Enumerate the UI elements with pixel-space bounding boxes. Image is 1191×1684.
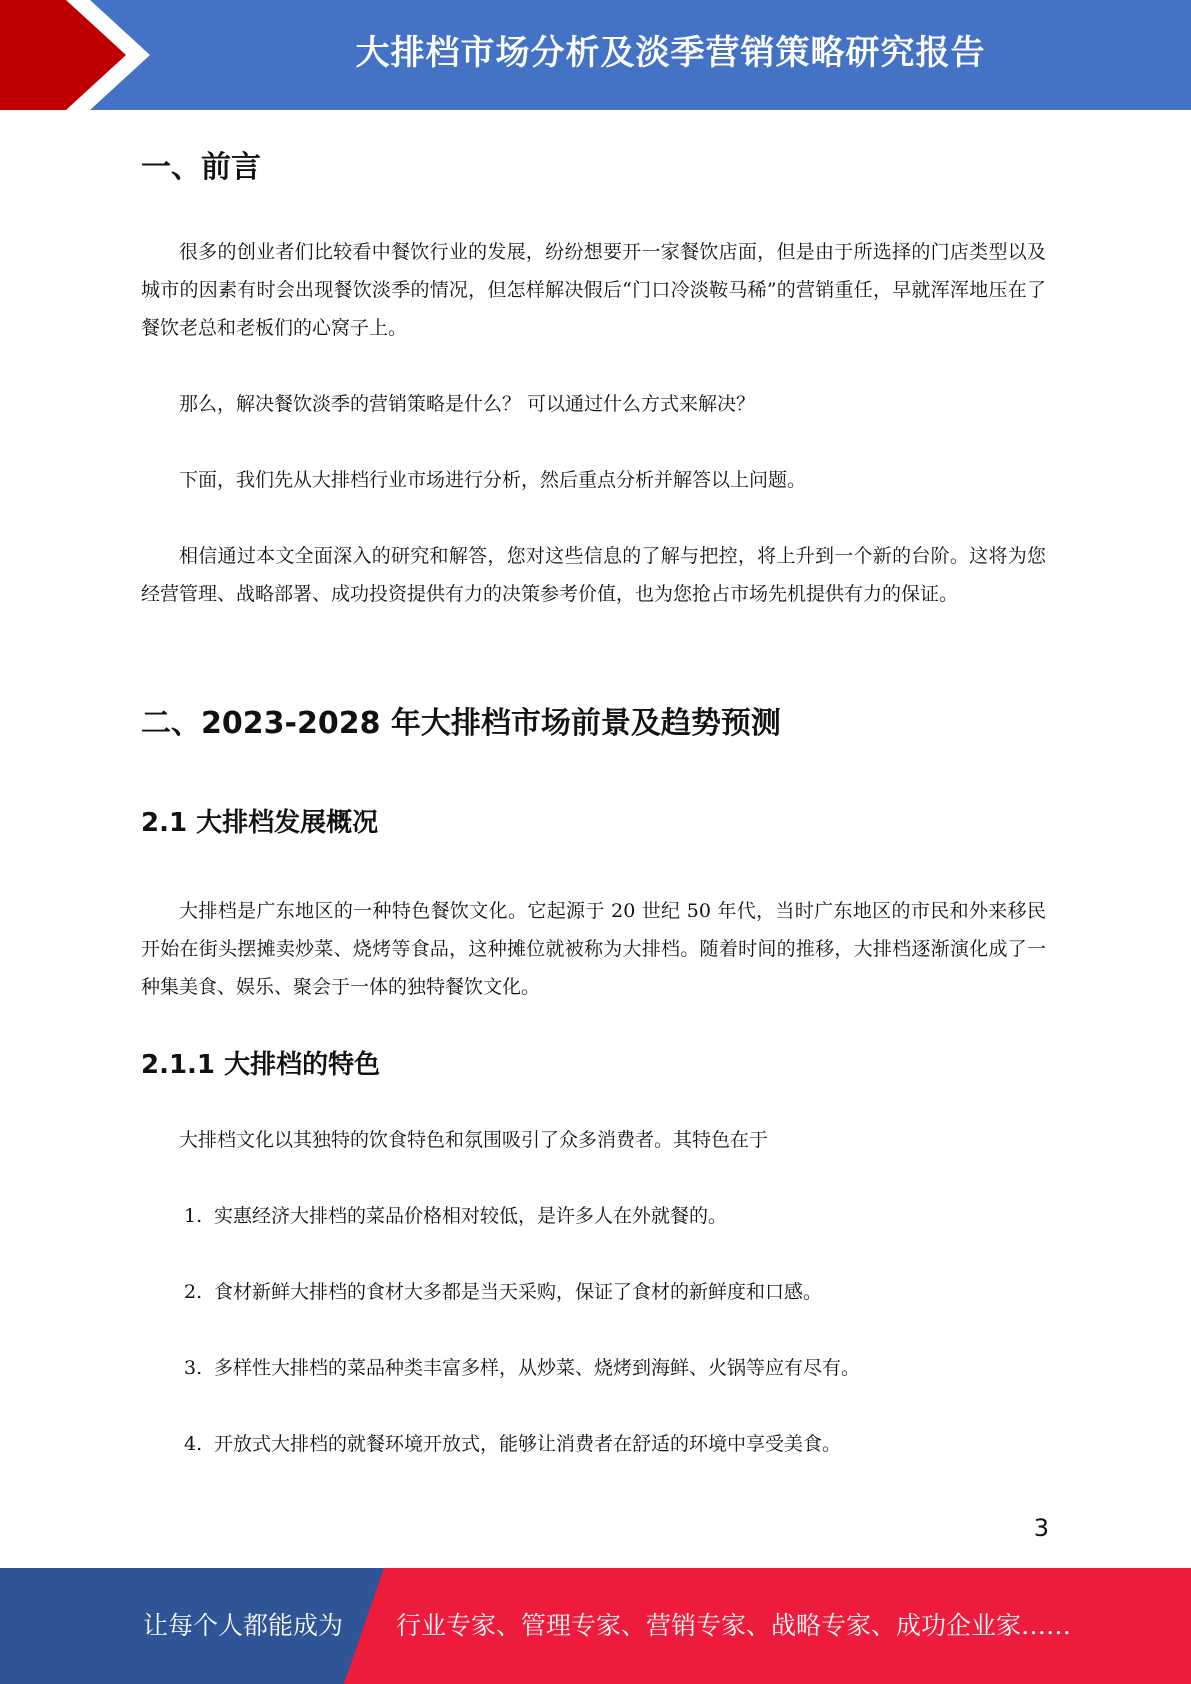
page-number: 3 [1033, 1514, 1049, 1542]
list-number: 2. [184, 1281, 203, 1303]
list-text: 多样性大排档的菜品种类丰富多样，从炒菜、烧烤到海鲜、火锅等应有尽有。 [214, 1357, 861, 1379]
section-heading-preface: 一、前言 [141, 150, 261, 185]
section-heading-forecast: 二、2023-2028 年大排档市场前景及趋势预测 [141, 706, 781, 741]
paragraph: 下面，我们先从大排档行业市场进行分析，然后重点分析并解答以上问题。 [179, 469, 807, 491]
footer-slogan-right: 行业专家、管理专家、营销专家、战略专家、成功企业家…… [396, 1611, 1072, 1640]
subsubsection-heading: 2.1.1 大排档的特色 [141, 1050, 381, 1080]
footer-slogan-left: 让每个人都能成为 [143, 1611, 344, 1640]
list-number: 3. [184, 1357, 203, 1379]
list-number: 4. [184, 1433, 203, 1455]
list-item [184, 1273, 822, 1311]
list-item [184, 1425, 841, 1463]
footer-banner [0, 1568, 1191, 1684]
list-number: 1. [184, 1205, 203, 1227]
paragraph: 相信通过本文全面深入的研究和解答，您对这些信息的了解与把控，将上升到一个新的台阶。这将为您经营管理、战略部署、成功投资提供有力的决策参考价值，也为您抢占市场先机提供有力的保证。 [141, 545, 1046, 605]
document-title: 大排档市场分析及淡季营销策略研究报告 [355, 33, 986, 73]
subsection-heading: 2.1 大排档发展概况 [141, 808, 379, 838]
paragraph: 大排档文化以其独特的饮食特色和氛围吸引了众多消费者。其特色在于 [179, 1129, 769, 1151]
paragraph: 大排档是广东地区的一种特色餐饮文化。它起源于 20 世纪 50 年代，当时广东地区的市民和外来移民开始在街头摆摊卖炒菜、烧烤等食品，这种摊位就被称为大排档。随着时间的推移，大排档逐渐演化成了一种集美食、娱乐、聚会于一体的独特餐饮文化。 [141, 900, 1046, 998]
list-text: 实惠经济大排档的菜品价格相对较低，是许多人在外就餐的。 [214, 1205, 728, 1227]
header-banner [0, 0, 1191, 110]
list-item [184, 1349, 860, 1387]
list-text: 食材新鲜大排档的食材大多都是当天采购，保证了食材的新鲜度和口感。 [214, 1281, 823, 1303]
list-item [184, 1197, 727, 1235]
list-text: 开放式大排档的就餐环境开放式，能够让消费者在舒适的环境中享受美食。 [214, 1433, 842, 1455]
paragraph: 很多的创业者们比较看中餐饮行业的发展，纷纷想要开一家餐饮店面，但是由于所选择的门店类型以及城市的因素有时会出现餐饮淡季的情况，但怎样解决假后“门口冷淡鞍马稀”的营销重任，早就浑浑地压在了餐饮老总和老板们的心窝子上。 [141, 241, 1046, 339]
paragraph: 那么，解决餐饮淡季的营销策略是什么？ 可以通过什么方式来解决？ [179, 393, 756, 415]
